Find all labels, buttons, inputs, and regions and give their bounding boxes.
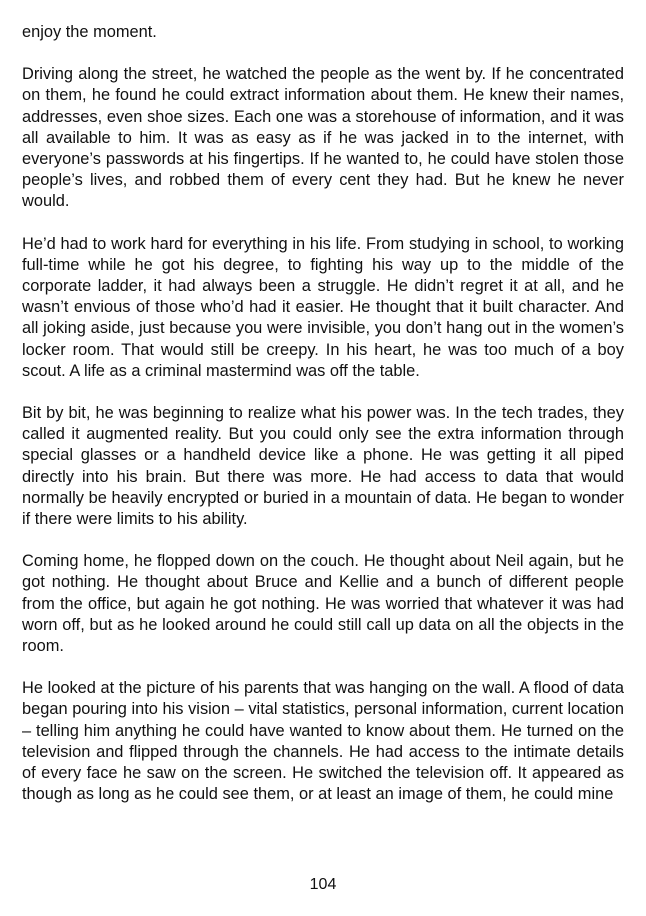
- paragraph-1: enjoy the moment.: [22, 23, 157, 41]
- page-number: 104: [309, 876, 337, 893]
- paragraph-3: He’d had to work hard for everything in his life. From studying in school, to working full-time while he got his degree, to fighting his way up to the middle of the corporate ladder, it had always been a struggle. He didn’t regret it at all, and he wasn’t envious of those who’d had it easier. He thought that it built character. And all joking aside, just because you were invisible, you don’t hang out in the women’s locker room. That would still be creepy. In his heart, he was too much of a boy scout. A life as a criminal mastermind was off the table.: [22, 234, 624, 380]
- paragraph-4: Bit by bit, he was beginning to realize what his power was. In the tech trades, they called it augmented reality. But you could only see the extra information through special glasses or a handheld device like a phone. He was getting it all piped directly into his brain. But there was more. He had access to data that would normally be heavily encrypted or buried in a mountain of data. He began to wonder if there were limits to his ability.: [22, 404, 624, 529]
- paragraph-5: Coming home, he flopped down on the couch. He thought about Neil again, but he got nothing. He thought about Bruce and Kellie and a bunch of different people from the office, but again he got nothing. He was worried that whatever it was had worn off, but as he looked around he could still call up data on all the objects in the room.: [22, 552, 624, 656]
- paragraph-2: Driving along the street, he watched the people as the went by. If he concentrated on them, he found he could extract information about them. He knew their names, addresses, even shoe sizes. Each one was a storehouse of information, and it was all available to him. It was as easy as if he was jacked in to the internet, with everyone’s passwords at his fingertips. If he wanted to, he could have stolen those people’s lives, and robbed them of every cent they had. But he knew he never would.: [22, 65, 624, 211]
- paragraph-6: He looked at the picture of his parents that was hanging on the wall. A flood of data began pouring into his vision – vital statistics, personal information, current location – telling him anything he could have wanted to know about them. He turned on the television and flipped through the channels. He had access to the intimate details of every face he saw on the screen. He switched the television off. It appeared as though as long as he could see them, or at least an image of them, he could mine: [22, 679, 624, 804]
- document-page: [22, 22, 624, 827]
